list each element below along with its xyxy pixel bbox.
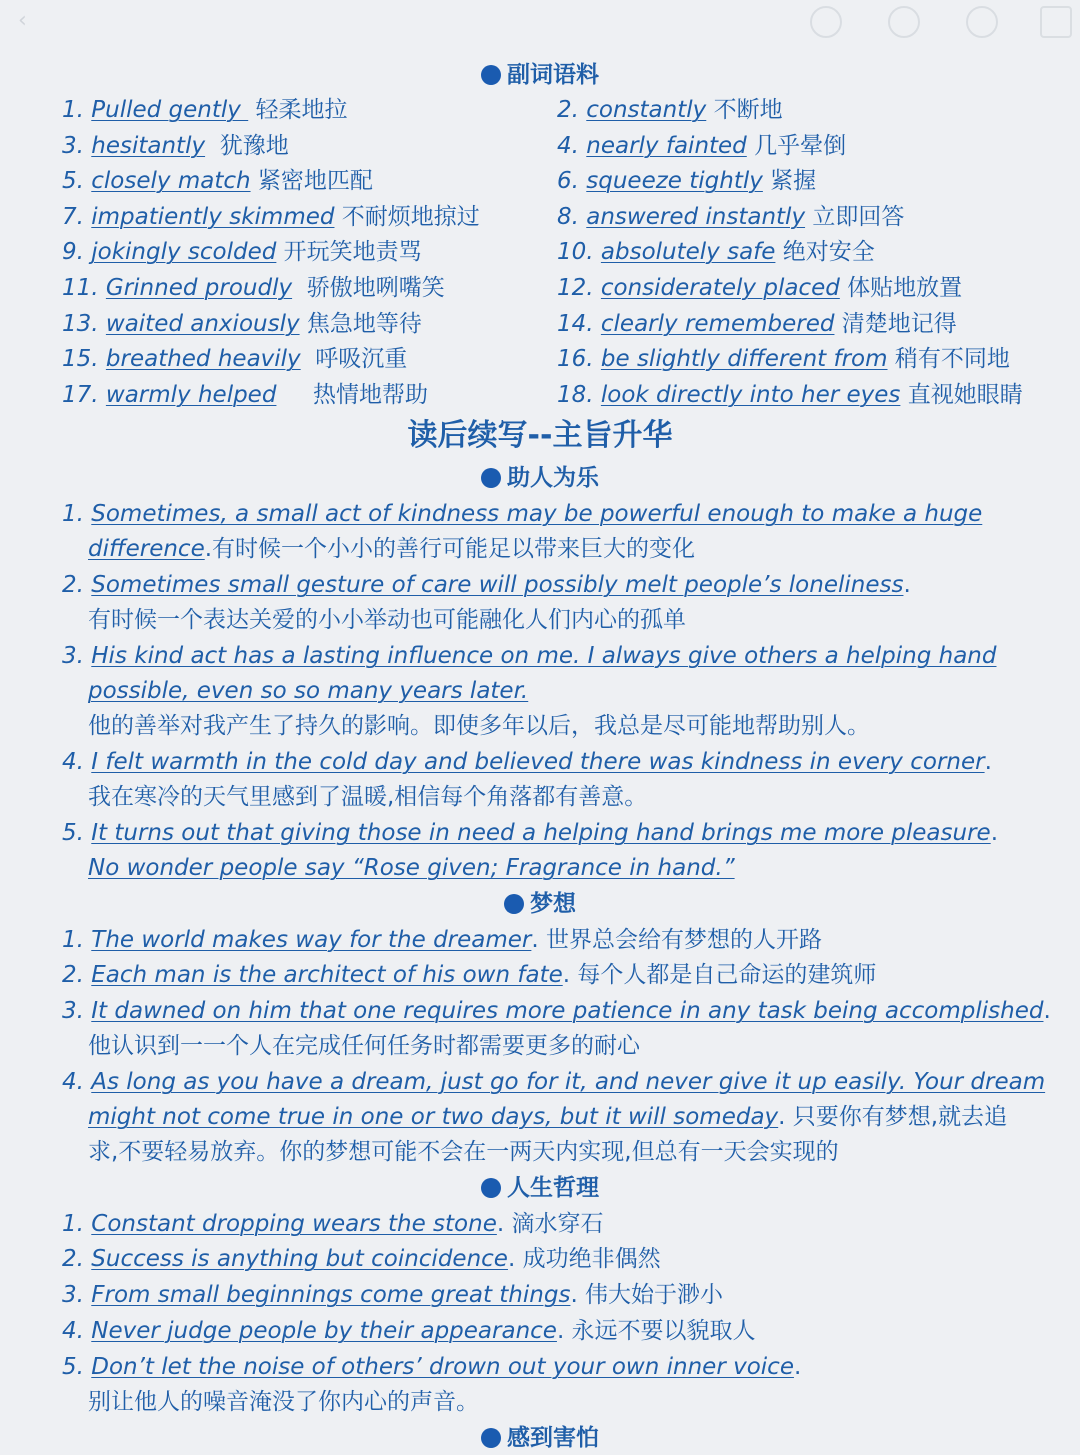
adverb-item: [62, 164, 373, 198]
adverb-item: [557, 342, 1010, 376]
section-heading-dream: 梦想: [0, 887, 1080, 921]
adverb-item: [62, 342, 407, 376]
adverb-number: 5.: [62, 168, 84, 194]
adverb-chinese: 骄傲地咧嘴笑: [292, 275, 445, 301]
adverb-number: 9.: [62, 239, 84, 265]
bullet-dot-icon: [481, 65, 501, 85]
bullet-dot-icon: [481, 1178, 501, 1198]
helping-item-3-translation: 他的善举对我产生了持久的影响。即使多年以后，我总是尽可能地帮助别人。: [88, 713, 870, 739]
section-heading-adverbs: 副词语料: [0, 58, 1080, 92]
adverb-item: [557, 200, 904, 234]
adverb-number: 1.: [62, 97, 84, 123]
adverb-chinese: 紧握: [762, 168, 817, 194]
adverb-number: 12.: [557, 275, 594, 301]
adverb-english: Pulled gently: [91, 97, 249, 123]
dream-item-3: 3. It dawned on him that one requires more patience in any task being accomplished.: [62, 998, 1051, 1024]
adverb-chinese: 几乎晕倒: [746, 133, 847, 159]
helping-item-3-cont: possible, even so so many years later.: [88, 678, 529, 704]
adverb-chinese: 立即回答: [805, 204, 905, 230]
helping-item-1: 1. Sometimes, a small act of kindness may be powerful enough to make a huge: [62, 501, 983, 527]
adverb-english: clearly remembered: [600, 311, 835, 337]
dream-item-4-translation: 求,不要轻易放弃。你的梦想可能不会在一两天内实现,但总有一天会实现的: [88, 1139, 839, 1165]
adverb-chinese: 紧密地匹配: [250, 168, 373, 194]
adverb-number: 16.: [557, 346, 594, 372]
philosophy-item-4: 4. Never judge people by their appearance. 永远不要以貌取人: [62, 1318, 756, 1344]
adverb-chinese: 不断地: [706, 97, 783, 123]
adverb-item: [62, 200, 480, 234]
dream-item-2: 2. Each man is the architect of his own fate. 每个人都是自己命运的建筑师: [62, 962, 877, 988]
adverb-item: [557, 129, 846, 163]
adverb-english: jokingly scolded: [91, 239, 277, 265]
adverb-chinese: 犹豫地: [205, 133, 289, 159]
bullet-dot-icon: [504, 894, 524, 914]
bullet-dot-icon: [481, 1428, 501, 1448]
adverb-chinese: 稍有不同地: [887, 346, 1010, 372]
adverb-english: impatiently skimmed: [91, 204, 335, 230]
adverb-english: absolutely safe: [600, 239, 776, 265]
section-heading-helping: 助人为乐: [0, 461, 1080, 495]
adverb-chinese: 热情地帮助: [276, 382, 428, 408]
adverb-item: [557, 93, 783, 127]
dream-item-4: 4. As long as you have a dream, just go for it, and never give it up easily. Your dream: [62, 1069, 1046, 1095]
adverb-english: considerately placed: [600, 275, 840, 301]
philosophy-item-5-translation: 别让他人的噪音淹没了你内心的声音。: [88, 1389, 479, 1415]
adverb-english: look directly into her eyes: [600, 382, 901, 408]
philosophy-item-2: 2. Success is anything but coincidence. 成功绝非偶然: [62, 1246, 661, 1272]
helping-item-2-translation: 有时候一个表达关爱的小小举动也可能融化人们内心的孤单: [88, 607, 686, 633]
adverb-number: 18.: [557, 382, 594, 408]
adverb-chinese: 体贴地放置: [839, 275, 963, 301]
back-arrow-icon[interactable]: ‹: [18, 8, 27, 33]
philosophy-item-1: 1. Constant dropping wears the stone. 滴水穿石: [62, 1211, 604, 1237]
adverb-item: [557, 164, 816, 198]
adverb-english: be slightly different from: [600, 346, 888, 372]
helping-item-4-translation: 我在寒冷的天气里感到了温暖,相信每个角落都有善意。: [88, 784, 648, 810]
adverb-item: [557, 307, 957, 341]
adverb-number: 7.: [62, 204, 84, 230]
dream-item-4-cont: might not come true in one or two days, but it will someday. 只要你有梦想,就去追: [88, 1104, 1008, 1130]
helping-item-1-cont: difference.有时候一个小小的善行可能足以带来巨大的变化: [88, 536, 696, 562]
adverb-item: [557, 378, 1023, 412]
adverb-english: answered instantly: [586, 204, 806, 230]
adverb-english: Grinned proudly: [105, 275, 293, 301]
adverb-chinese: 直视她眼睛: [900, 382, 1023, 408]
main-title: 读后续写--主旨升华: [407, 418, 673, 453]
helping-item-3: 3. His kind act has a lasting influence on me. I always give others a helping hand: [62, 643, 997, 669]
philosophy-item-3: 3. From small beginnings come great things. 伟大始于渺小: [62, 1282, 724, 1308]
dream-item-3-translation: 他认识到一一个人在完成任何任务时都需要更多的耐心: [88, 1033, 640, 1059]
adverb-item: [62, 93, 348, 127]
adverb-number: 15.: [62, 346, 99, 372]
adverb-number: 11.: [62, 275, 99, 301]
adverb-number: 3.: [62, 133, 84, 159]
adverb-number: 13.: [62, 311, 99, 337]
adverb-item: [62, 129, 289, 163]
helping-item-5: 5. It turns out that giving those in need a helping hand brings me more pleasure.: [62, 820, 999, 846]
helping-item-2: 2. Sometimes small gesture of care will possibly melt people’s loneliness.: [62, 572, 911, 598]
philosophy-item-5: 5. Don’t let the noise of others’ drown out your own inner voice.: [62, 1354, 802, 1380]
adverb-item: [62, 271, 445, 305]
helping-item-5-cont: No wonder people say “Rose given; Fragrance in hand.”: [88, 855, 735, 881]
section-heading-philosophy: 人生哲理: [0, 1171, 1080, 1205]
adverb-english: hesitantly: [91, 133, 206, 159]
adverb-chinese: 不耐烦地掠过: [334, 204, 480, 230]
adverb-chinese: 呼吸沉重: [300, 346, 408, 372]
adverb-item: [62, 378, 428, 412]
adverb-chinese: 轻柔地拉: [248, 97, 348, 123]
adverb-item: [557, 271, 962, 305]
adverb-english: nearly fainted: [586, 133, 747, 159]
adverb-chinese: 开玩笑地责骂: [276, 239, 422, 265]
adverb-english: warmly helped: [105, 382, 277, 408]
helping-item-4: 4. I felt warmth in the cold day and believed there was kindness in every corner.: [62, 749, 992, 775]
adverb-item: [62, 307, 422, 341]
adverb-english: squeeze tightly: [586, 168, 763, 194]
adverb-english: waited anxiously: [105, 311, 300, 337]
bullet-dot-icon: [481, 468, 501, 488]
dream-item-1: 1. The world makes way for the dreamer. 世界总会给有梦想的人开路: [62, 927, 823, 953]
adverb-chinese: 焦急地等待: [299, 311, 422, 337]
adverb-number: 17.: [62, 382, 99, 408]
adverb-number: 4.: [557, 133, 579, 159]
adverb-number: 6.: [557, 168, 579, 194]
adverb-item: [62, 235, 422, 269]
adverb-chinese: 清楚地记得: [834, 311, 957, 337]
adverb-number: 14.: [557, 311, 594, 337]
adverb-number: 10.: [557, 239, 594, 265]
adverb-english: constantly: [586, 97, 707, 123]
adverb-item: [557, 235, 875, 269]
adverb-english: closely match: [91, 168, 251, 194]
section-heading-fear: 感到害怕: [0, 1421, 1080, 1455]
adverb-chinese: 绝对安全: [775, 239, 875, 265]
adverb-number: 8.: [557, 204, 579, 230]
adverb-number: 2.: [557, 97, 579, 123]
adverb-english: breathed heavily: [105, 346, 301, 372]
